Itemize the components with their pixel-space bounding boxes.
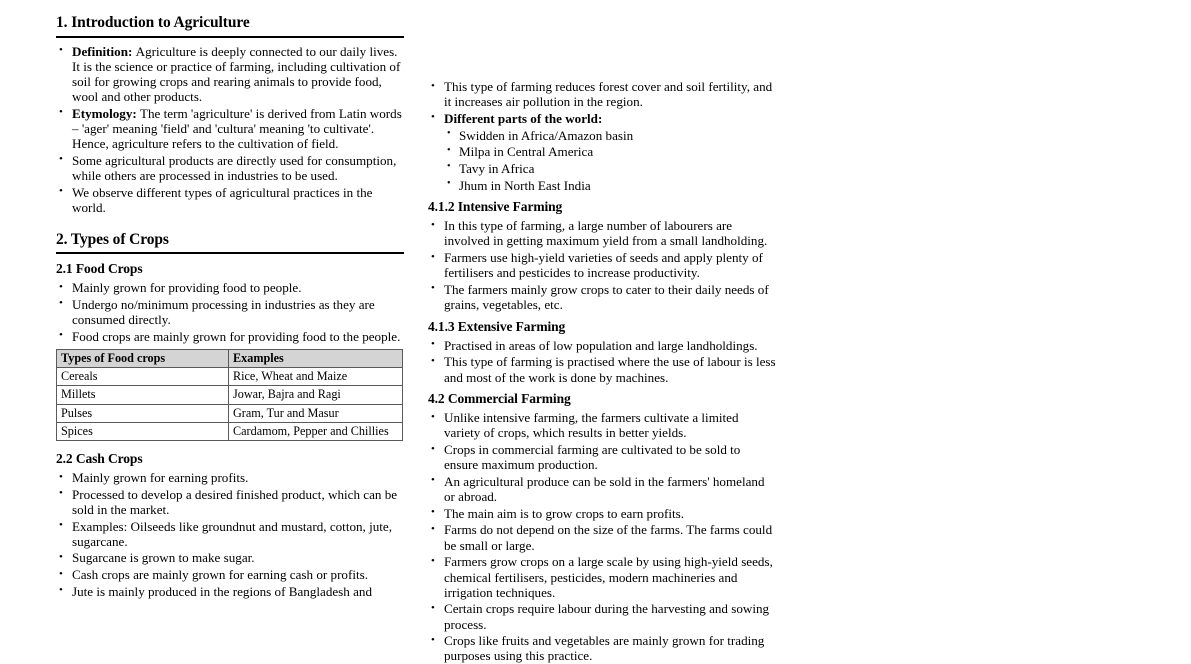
list-item [428,601,776,631]
table-cell: Cereals [57,368,229,386]
heading-extensive-farming: 4.1.3 Extensive Farming [428,318,566,334]
table-row [57,386,403,404]
heading-commercial-farming: 4.2 Commercial Farming [428,391,571,407]
list-item-text: Jhum in North East India [459,177,591,193]
list-item [56,329,404,344]
list-item-text: Cash crops are mainly grown for earning cash or profits. [72,567,368,583]
list-item-text: Food crops are mainly grown for providing food to the people. [72,328,401,344]
list-item-text: Certain crops require labour during the harvesting and sowing process. [444,601,770,632]
table-header-cell: Types of Food crops [57,349,229,367]
list-item-text: Practised in areas of low population and large landholdings. [444,337,758,353]
list-item-text: This type of farming is practised where the use of labour is less and most of the work is done by machines. [444,354,776,385]
top-spacer-right [428,0,776,79]
table-spacer [56,441,404,450]
table-row [57,404,403,422]
list-item [56,185,404,215]
top-spacer-left [56,0,404,14]
list-item-text: We observe different types of agricultural practices in the world. [72,184,373,215]
list-item [56,470,404,485]
list-item-text: Examples: Oilseeds like groundnut and mustard, cotton, jute, sugarcane. [72,518,393,549]
heading-rule-introduction [56,36,404,38]
list-item-text: Farmers use high-yield varieties of seeds and apply plenty of fertilisers and pesticides to increase productivity. [444,250,763,281]
list-item [428,250,776,280]
list-item [428,111,776,126]
list-item-text: Tavy in Africa [459,160,535,176]
list-item-text: Unlike intensive farming, the farmers cultivate a limited variety of crops, which results in better yields. [444,410,739,441]
list-item-text: Crops like fruits and vegetables are mainly grown for trading purposes using this practice. [444,633,765,664]
list-introduction [56,44,404,216]
list-extensive-farming [428,338,776,385]
document-column-left [56,0,404,626]
list-item [56,519,404,549]
list-item-text: An agricultural produce can be sold in the farmers' homeland or abroad. [444,473,765,505]
list-item [428,282,776,312]
list-item-text: The farmers mainly grow crops to cater to their daily needs of grains, vegetables, etc. [444,281,769,313]
list-item [428,128,776,143]
list-item [428,522,776,552]
table-cell: Millets [57,386,229,404]
list-item-text: Mainly grown for providing food to people. [72,280,302,296]
list-item-text: Farms do not depend on the size of the farms. The farms could be small or large. [444,522,773,553]
list-item-text: The main aim is to grow crops to earn profits. [444,505,684,521]
table-header-cell: Examples [229,349,403,367]
heading-rule-types-of-crops [56,252,404,254]
list-item-lead: Different parts of the world: [444,110,603,126]
list-item [56,297,404,327]
list-item [428,442,776,472]
list-shifting-cultivation-effects [428,79,776,126]
list-item [428,506,776,521]
list-item-text: Jute is mainly produced in the regions of Bangladesh and [72,583,372,599]
list-item-text: Farmers grow crops on a large scale by using high-yield seeds, chemical fertilisers, pesticides, modern machineries and irrigation techniques. [444,554,773,600]
list-item [56,550,404,565]
section-spacer [56,217,404,231]
list-food-crops [56,280,404,344]
table-row [57,422,403,440]
list-item-text: Swidden in Africa/Amazon basin [459,127,634,143]
table-cell: Spices [57,422,229,440]
table-cell: Rice, Wheat and Maize [229,368,403,386]
heading-introduction-to-agriculture: 1. Introduction to Agriculture [56,14,250,31]
table-cell: Jowar, Bajra and Ragi [229,386,403,404]
list-item-text: Processed to develop a desired finished product, which can be sold in the market. [72,486,398,517]
list-item [428,218,776,248]
list-item [56,106,404,152]
heading-types-of-crops: 2. Types of Crops [56,230,169,248]
list-item [428,161,776,176]
list-item-text: Crops in commercial farming are cultivated to be sold to ensure maximum production. [444,442,741,473]
heading-intensive-farming: 4.1.2 Intensive Farming [428,199,563,215]
list-item-text: Mainly grown for earning profits. [72,470,249,485]
heading-food-crops: 2.1 Food Crops [56,261,143,277]
table-header-row [57,349,403,367]
table-cell: Pulses [57,404,229,422]
list-item [56,487,404,517]
list-item [428,410,776,440]
list-item [56,44,404,105]
list-item-clipped [428,633,776,663]
document-column-right [428,0,776,664]
list-item [428,79,776,109]
list-item [56,280,404,295]
list-item [56,567,404,582]
list-item-lead: Definition: [72,43,136,59]
list-item-text: Some agricultural products are directly used for consumption, while others are processed in industries to be used. [72,152,397,184]
heading-cash-crops: 2.2 Cash Crops [56,451,143,467]
list-item-text: Undergo no/minimum processing in industries as they are consumed directly. [72,296,375,327]
list-item [428,178,776,193]
table-cell: Cardamom, Pepper and Chillies [229,422,403,440]
list-item-text: This type of farming reduces forest cover and soil fertility, and it increases air pollution in the region. [444,79,773,110]
list-item [428,144,776,159]
list-intensive-farming [428,218,776,312]
list-item-text: Milpa in Central America [459,144,594,160]
list-item [428,474,776,504]
list-item-text: In this type of farming, a large number of labourers are involved in getting maximum yield from a small landholding. [444,218,768,249]
table-row [57,368,403,386]
table-cell: Gram, Tur and Masur [229,404,403,422]
list-item-text: The term 'agriculture' is derived from Latin words – 'ager' meaning 'field' and 'cultura' meaning 'to cultivate'. Hence, agriculture refers to the cultivation of field. [72,105,402,152]
list-item [428,554,776,600]
list-item-text: Agriculture is deeply connected to our daily lives. It is the science or practice of farming, including cultivation of soil for growing crops and rearing animals to provide food, wool and other products. [72,43,401,105]
list-item [56,153,404,183]
list-cash-crops [56,470,404,599]
list-item [428,354,776,384]
list-world-practices [428,128,776,193]
list-commercial-farming [428,410,776,664]
list-item-clipped [56,584,404,599]
food-crops-table [56,349,403,441]
list-item-lead: Etymology: [72,105,141,121]
list-item [428,338,776,353]
list-item-text: Sugarcane is grown to make sugar. [72,550,255,566]
